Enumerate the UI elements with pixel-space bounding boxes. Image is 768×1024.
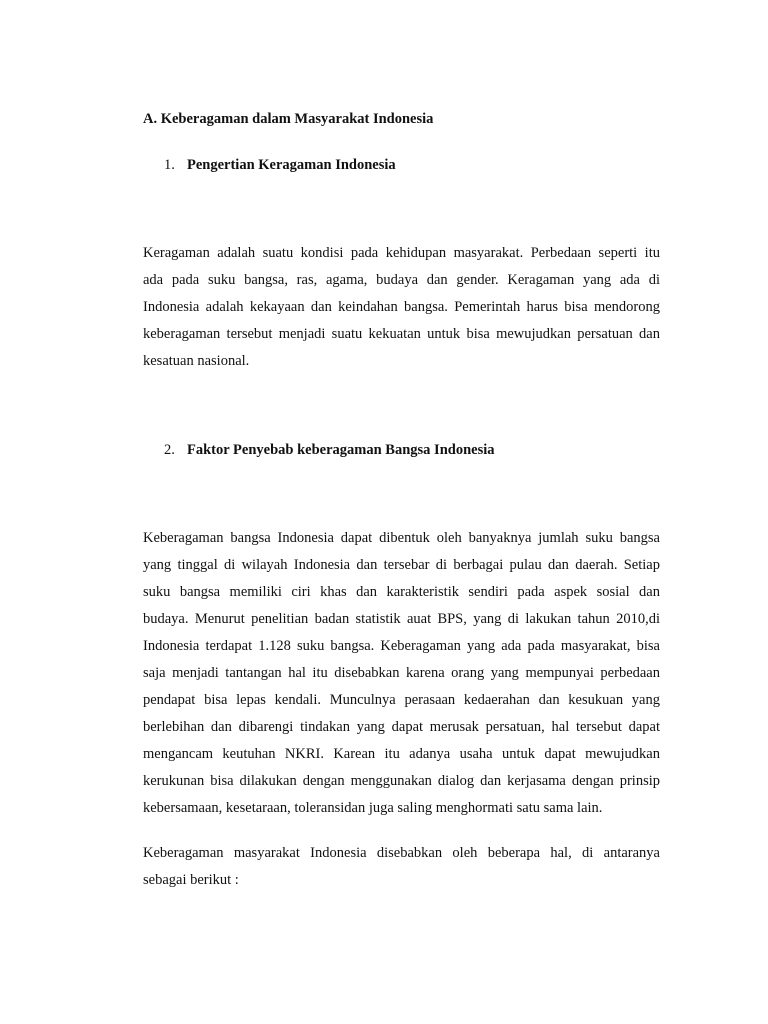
paragraph-line: sebagai berikut : (143, 872, 239, 888)
paragraph-line: kesatuan nasional. (143, 353, 250, 369)
paragraph-line: saja menjadi tantangan hal itu disebabkan karena orang yang mempunyai perbedaan (143, 665, 660, 681)
paragraph-line: Indonesia adalah kekayaan dan keindahan bangsa. Pemerintah harus bisa mendorong (143, 299, 660, 315)
subsection-number: 2. (164, 442, 175, 458)
paragraph-line: kerukunan bisa dilakukan dengan menggunakan dialog dan kerjasama dengan prinsip (143, 773, 660, 789)
paragraph-line: yang tinggal di wilayah Indonesia dan tersebar di berbagai pulau dan daerah. Setiap (143, 557, 660, 573)
paragraph-definition (143, 240, 660, 375)
subsection-heading-2 (164, 441, 495, 459)
subsection-title: Pengertian Keragaman Indonesia (187, 157, 396, 173)
paragraph-line: Keberagaman bangsa Indonesia dapat dibentuk oleh banyaknya jumlah suku bangsa (143, 530, 660, 546)
subsection-heading-1 (164, 156, 396, 174)
paragraph-causes-intro (143, 840, 660, 894)
paragraph-line: mengancam keutuhan NKRI. Karean itu adanya usaha untuk dapat mewujudkan (143, 746, 660, 762)
paragraph-line: Keberagaman masyarakat Indonesia disebabkan oleh beberapa hal, di antaranya (143, 845, 660, 861)
paragraph-line: berlebihan dan dibarengi tindakan yang dapat merusak persatuan, hal tersebut dapat (143, 719, 660, 735)
paragraph-line: kebersamaan, kesetaraan, toleransidan juga saling menghormati satu sama lain. (143, 800, 603, 816)
paragraph-line: suku bangsa memiliki ciri khas dan karakteristik sendiri pada aspek sosial dan (143, 584, 660, 600)
paragraph-line: keberagaman tersebut menjadi suatu kekuatan untuk bisa mewujudkan persatuan dan (143, 326, 660, 342)
subsection-number: 1. (164, 157, 175, 173)
paragraph-factors (143, 525, 660, 822)
section-heading: A. Keberagaman dalam Masyarakat Indonesia (143, 111, 434, 127)
subsection-title: Faktor Penyebab keberagaman Bangsa Indonesia (187, 442, 495, 458)
paragraph-line: ada pada suku bangsa, ras, agama, budaya dan gender. Keragaman yang ada di (143, 272, 660, 288)
paragraph-line: Keragaman adalah suatu kondisi pada kehidupan masyarakat. Perbedaan seperti itu (143, 245, 660, 261)
paragraph-line: pendapat bisa lepas kendali. Munculnya perasaan kedaerahan dan kesukuan yang (143, 692, 660, 708)
paragraph-line: Indonesia terdapat 1.128 suku bangsa. Keberagaman yang ada pada masyarakat, bisa (143, 638, 660, 654)
paragraph-line: budaya. Menurut penelitian badan statistik auat BPS, yang di lakukan tahun 2010,di (143, 611, 660, 627)
